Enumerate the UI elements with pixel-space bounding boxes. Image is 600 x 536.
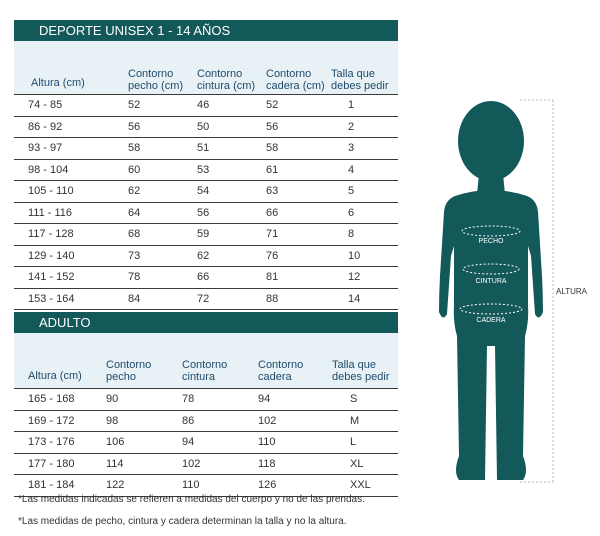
table-cell: 98 - 104	[28, 163, 69, 176]
table-cell: 52	[266, 99, 279, 112]
table-cell: 1	[348, 99, 355, 112]
table-row	[14, 246, 398, 268]
table-cell: 98	[106, 414, 119, 427]
table-cell: 8	[348, 228, 355, 241]
table-cell: S	[350, 393, 358, 406]
footnote-body-measures: *Las medidas indicadas se refieren a medidas del cuerpo y no de las prendas.	[18, 494, 365, 505]
table-cell: 173 - 176	[28, 436, 75, 449]
table-cell: 71	[266, 228, 279, 241]
table-cell: 86 - 92	[28, 120, 63, 133]
waist-label: CINTURA	[475, 278, 507, 285]
kids-size-table	[14, 20, 398, 310]
column-header-waist: Contorno cintura (cm)	[197, 68, 256, 92]
table-cell: 73	[128, 249, 141, 262]
table-cell: 58	[266, 142, 279, 155]
column-header-size: Talla que debes pedir	[331, 68, 389, 92]
table-row	[14, 203, 398, 225]
table-row	[14, 389, 398, 411]
table-cell: 126	[258, 479, 277, 492]
table-cell: 106	[106, 436, 125, 449]
table-cell: 63	[266, 185, 279, 198]
table-cell: 76	[266, 249, 279, 262]
column-header-hip: Contorno cadera (cm)	[266, 68, 325, 92]
table-row	[14, 138, 398, 160]
table-cell: 84	[128, 292, 141, 305]
table-cell: 53	[197, 163, 210, 176]
table-cell: 60	[128, 163, 141, 176]
table-cell: 64	[128, 206, 141, 219]
table-cell: 111 - 116	[28, 206, 73, 219]
table-cell: 61	[266, 163, 279, 176]
table-cell: 12	[348, 271, 361, 284]
table-cell: 169 - 172	[28, 414, 75, 427]
table-cell: 3	[348, 142, 355, 155]
table-cell: 94	[258, 393, 271, 406]
table-row	[14, 160, 398, 182]
column-header-waist: Contorno cintura	[182, 359, 228, 383]
table-cell: 62	[128, 185, 141, 198]
table-cell: 78	[182, 393, 195, 406]
table-cell: 153 - 164	[28, 292, 75, 305]
table-cell: L	[350, 436, 357, 449]
adult-size-table	[14, 312, 398, 497]
table-cell: 93 - 97	[28, 142, 63, 155]
hip-label: CADERA	[476, 317, 506, 324]
table-cell: 6	[348, 206, 355, 219]
table-cell: 129 - 140	[28, 249, 75, 262]
table-row	[14, 454, 398, 476]
column-header-chest: Contorno pecho (cm)	[128, 68, 184, 92]
chest-label: PECHO	[478, 238, 504, 245]
table-cell: 52	[128, 99, 141, 112]
table-cell: 86	[182, 414, 195, 427]
table-cell: 90	[106, 393, 119, 406]
table-cell: 4	[348, 163, 355, 176]
table-cell: 94	[182, 436, 195, 449]
table-cell: 51	[197, 142, 210, 155]
table-cell: 66	[266, 206, 279, 219]
table-cell: XXL	[350, 479, 371, 492]
column-header-hip: Contorno cadera	[258, 359, 304, 383]
table-row	[14, 95, 398, 117]
table-cell: 78	[128, 271, 141, 284]
table-cell: 50	[197, 120, 210, 133]
table-cell: 74 - 85	[28, 99, 63, 112]
table-body	[14, 389, 398, 497]
table-cell: 141 - 152	[28, 271, 75, 284]
table-cell: XL	[350, 457, 364, 470]
table-cell: 110	[182, 479, 200, 492]
table-cell: 122	[106, 479, 125, 492]
table-cell: 14	[348, 292, 361, 305]
column-header-size: Talla que debes pedir	[332, 359, 390, 383]
table-cell: 66	[197, 271, 210, 284]
table-cell: 102	[258, 414, 277, 427]
table-cell: 46	[197, 99, 210, 112]
table-body	[14, 95, 398, 310]
table-row	[14, 181, 398, 203]
table-header	[14, 333, 398, 389]
column-header-height: Altura (cm)	[28, 370, 82, 382]
table-cell: 105 - 110	[28, 185, 74, 198]
table-title: DEPORTE UNISEX 1 - 14 AÑOS	[14, 20, 398, 41]
table-cell: 5	[348, 185, 355, 198]
table-cell: 72	[197, 292, 210, 305]
height-label: ALTURA	[556, 287, 587, 296]
table-cell: 181 - 184	[28, 479, 75, 492]
table-cell: M	[350, 414, 360, 427]
table-cell: 118	[258, 457, 276, 470]
child-silhouette-figure	[425, 96, 595, 496]
table-cell: 88	[266, 292, 279, 305]
table-row	[14, 289, 398, 311]
table-cell: 10	[348, 249, 361, 262]
table-row	[14, 224, 398, 246]
table-cell: 59	[197, 228, 210, 241]
table-cell: 56	[197, 206, 210, 219]
table-cell: 177 - 180	[28, 457, 75, 470]
table-cell: 62	[197, 249, 210, 262]
table-cell: 56	[128, 120, 141, 133]
table-cell: 165 - 168	[28, 393, 75, 406]
table-cell: 117 - 128	[28, 228, 74, 241]
table-cell: 110	[258, 436, 276, 449]
table-header	[14, 41, 398, 95]
table-cell: 2	[348, 120, 355, 133]
table-title: ADULTO	[14, 312, 398, 333]
table-cell: 68	[128, 228, 141, 241]
table-cell: 58	[128, 142, 141, 155]
child-silhouette-icon	[439, 101, 543, 480]
footnote-size-determination: *Las medidas de pecho, cintura y cadera determinan la talla y no la altura.	[18, 516, 347, 527]
table-row	[14, 267, 398, 289]
table-cell: 114	[106, 457, 124, 470]
column-header-height: Altura (cm)	[31, 77, 85, 89]
column-header-chest: Contorno pecho	[106, 359, 152, 383]
table-row	[14, 432, 398, 454]
table-cell: 56	[266, 120, 279, 133]
table-cell: 81	[266, 271, 279, 284]
table-cell: 102	[182, 457, 201, 470]
table-row	[14, 117, 398, 139]
table-cell: 54	[197, 185, 210, 198]
table-row	[14, 411, 398, 433]
